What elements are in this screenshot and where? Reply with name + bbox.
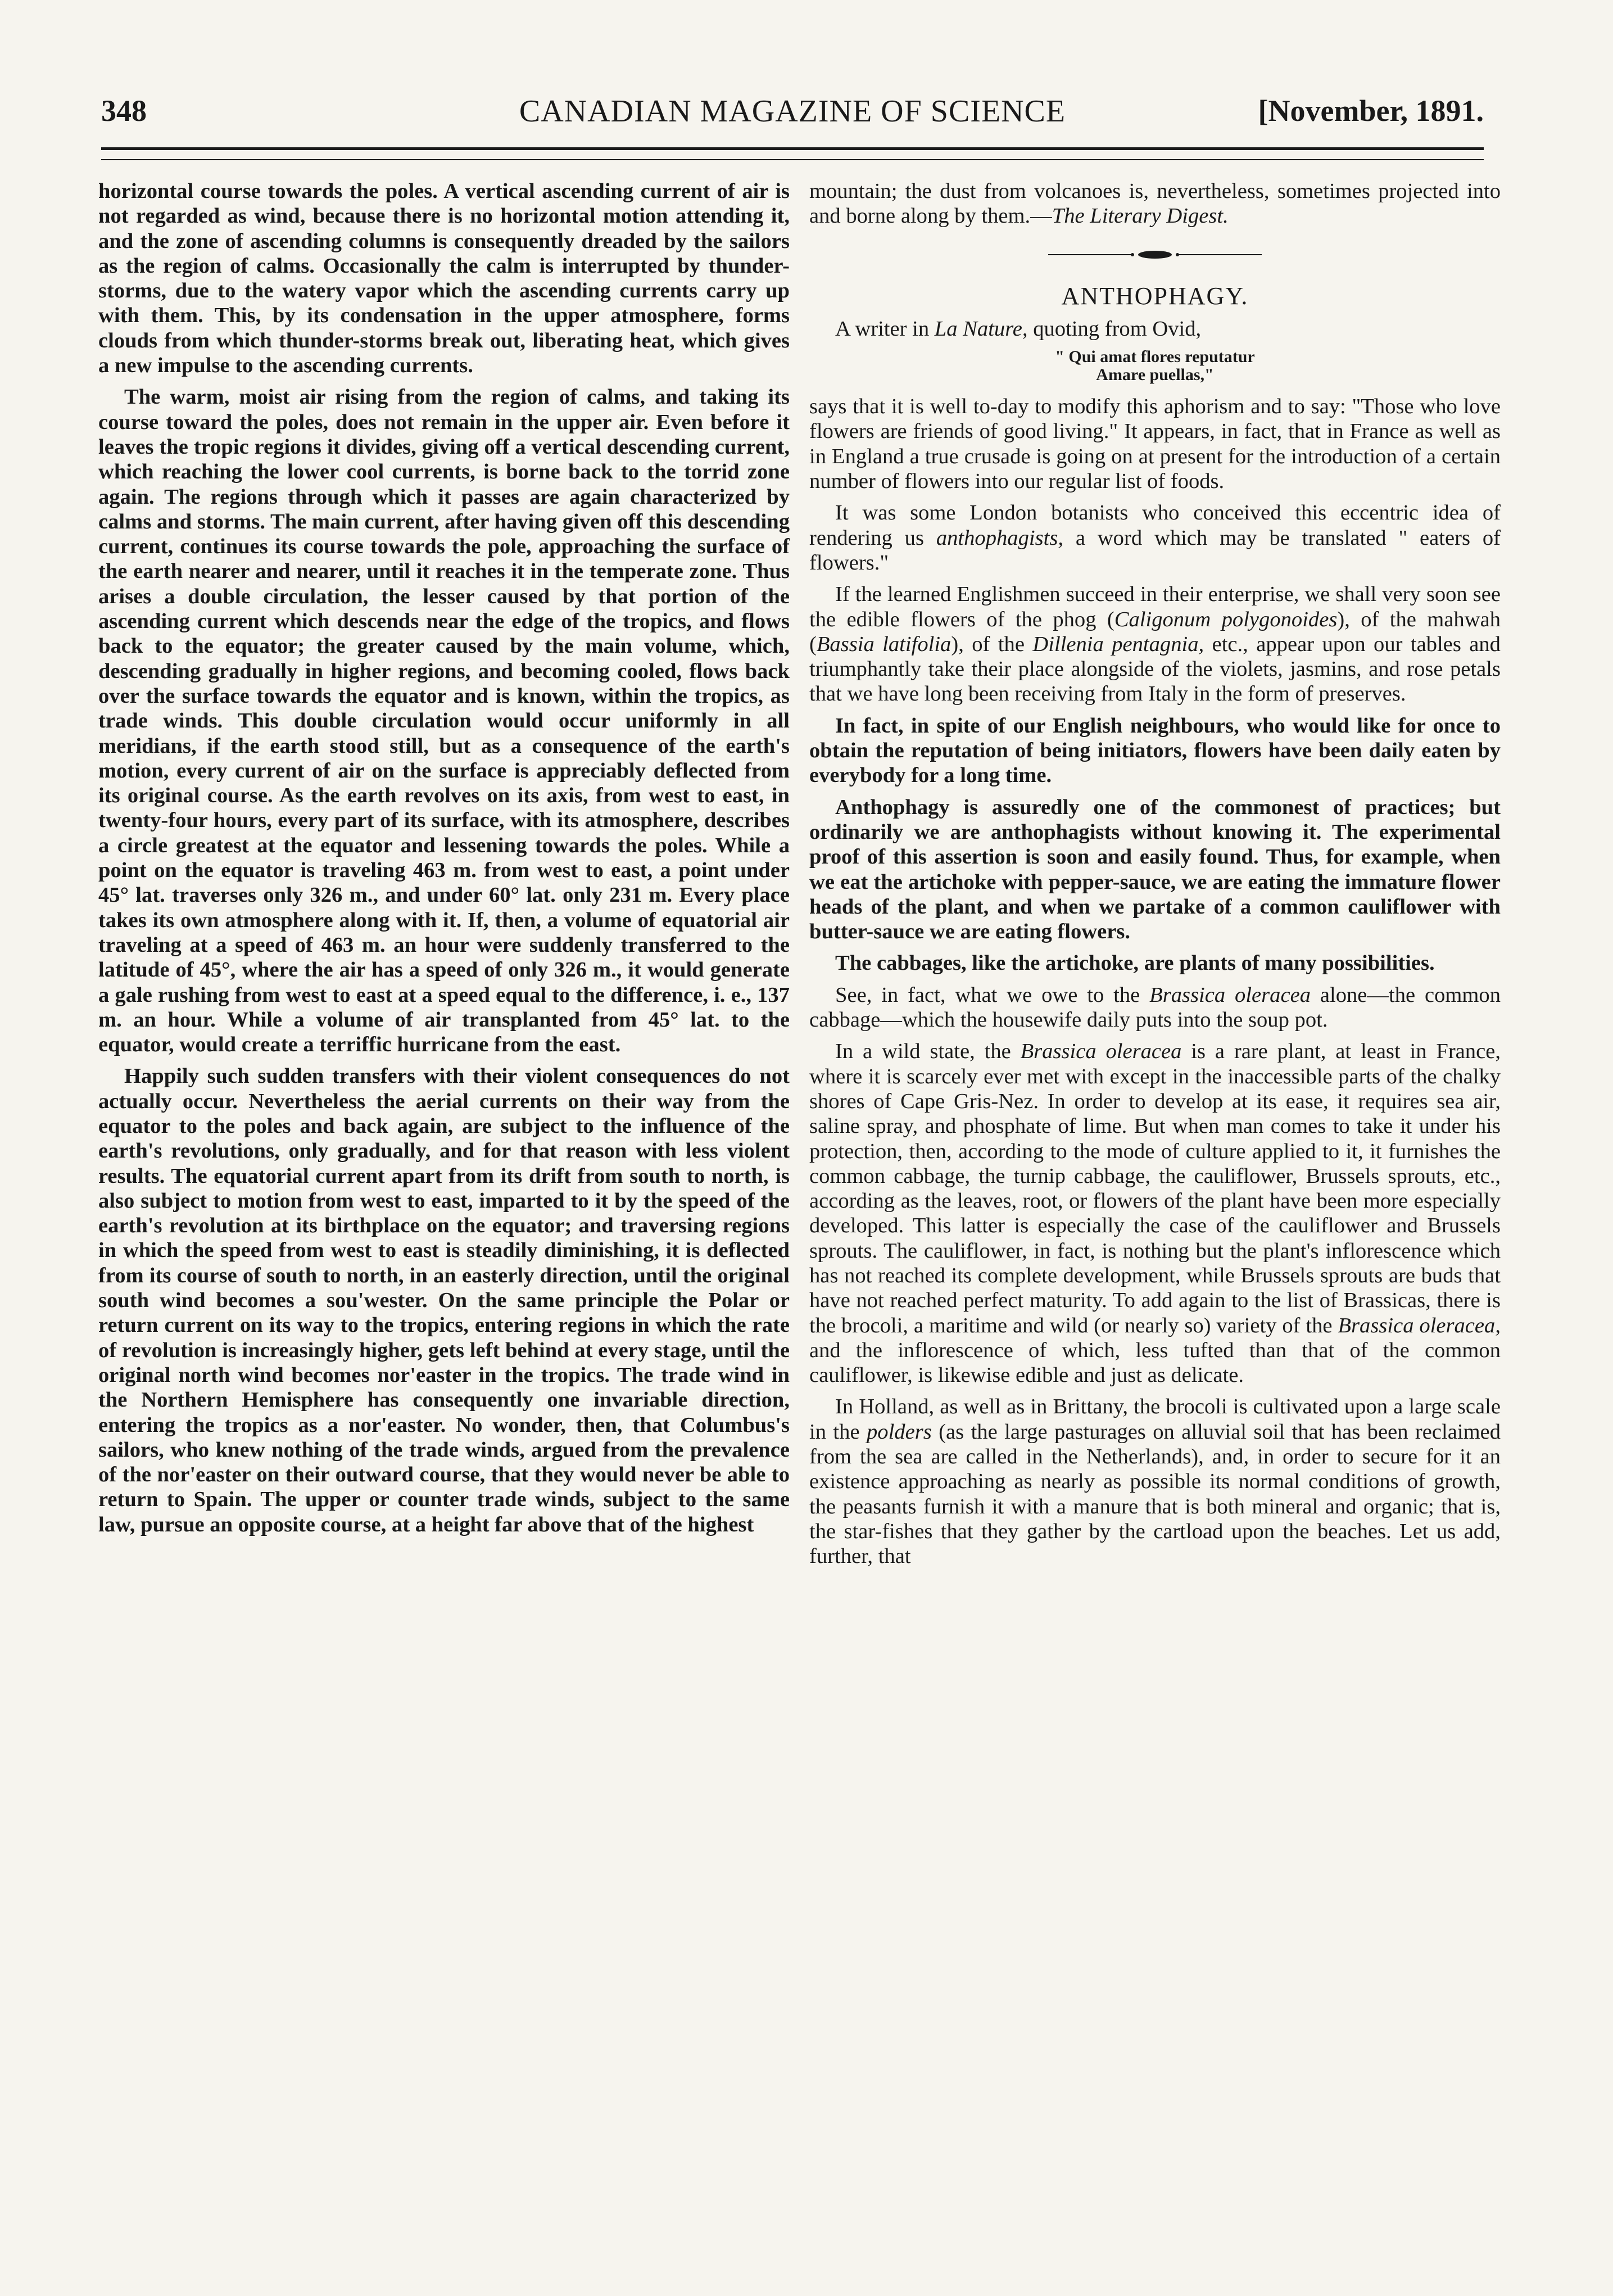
paragraph: The warm, moist air rising from the region of calms, and taking its course toward the poles, does not remain in the upper air. Even before it leaves the tropic regions it divides, giving off a vertical descending current, which reaching the lower cool currents, is borne back to the torrid zone again. The regions through which it passes are again characterized by calms and storms. The main current, after having given off this descending current, continues its course towards the pole, approaching the surface of the earth nearer and nearer, until it reaches it in the temperate zone. Thus arises a double circulation, the lesser caused by that portion of the ascending current which descends near the edge of the tropics, and flows back to the equator; the greater caused by the main volume, which, descending gradually in higher regions, and becoming cooled, flows back over the surface towards the equator and is known, within the tropics, as trade winds. This double circulation would occur uniformly in all meridians, if the earth stood still, but as a consequence of the earth's motion, every current of air on the surface is appreciably deflected from its original course. As the earth revolves on its axis, from west to east, in twenty-four hours, every part of its surface, with its atmosphere, describes a circle greatest at the equator and lessening towards the poles. While a point on the equator is traveling 463 m. from west to east, a point under 45° lat. traverses only 326 m., and under 60° lat. only 231 m. Every place takes its own atmosphere along with it. If, then, a volume of equatorial air traveling at a speed of 463 m. an hour were suddenly transferred to the latitude of 45°, where the air has a speed of only 326 m., it would generate a gale rushing from west to east at a speed equal to the difference, i. e., 137 m. an hour. While a volume of air transplanted from 45° lat. to the equator, would create a terriffic hurricane from the east.	[98, 385, 790, 1057]
epigraph-line: " Qui amat flores reputatur	[1055, 347, 1255, 367]
journal-title: CANADIAN MAGAZINE OF SCIENCE	[519, 94, 1066, 129]
page-number: 348	[101, 94, 147, 128]
italic-term: Caligonum polygonoides	[1114, 607, 1338, 631]
running-head	[101, 89, 1484, 128]
paragraph	[809, 317, 1501, 341]
paragraph	[809, 1039, 1501, 1387]
text-run: mountain; the dust from volcanoes is, nevertheless, sometimes projected into and borne along by them.—	[809, 179, 1501, 228]
text-run: In a wild state, the	[835, 1039, 1021, 1064]
section-title: ANTHOPHAGY.	[1061, 282, 1249, 310]
issue-date: [November, 1891.	[1258, 94, 1484, 128]
text-run: alone—the common cabbage—which the housewife daily puts into the soup pot.	[809, 983, 1501, 1032]
right-column	[809, 179, 1501, 2270]
italic-term: Brassica oleracea	[1149, 983, 1311, 1007]
paragraph	[809, 582, 1501, 706]
paragraph: Happily such sudden transfers with their violent consequences do not actually occur. Nevertheless the aerial currents on their way from the equator to the poles and back again, are subject to the influence of the earth's revolutions, only gradually, and for that reason with less violent results. The equatorial current apart from its drift from south to north, is also subject to motion from west to east, imparted to it by the speed of the earth's revolution at its birthplace on the equator; and traversing regions in which the speed from west to east is steadily diminishing, it is deflected from its course of south to north, in an easterly direction, until the original south wind becomes a sou'wester. On the same principle the Polar or return current on its way to the tropics, entering regions in which the rate of revolution is increasingly higher, gets left behind at every stage, until the original north wind becomes nor'easter in the tropics. The trade wind in the Northern Hemisphere has consequently one invariable direction, entering the tropics as a nor'easter. No wonder, then, that Columbus's sailors, who knew nothing of the trade winds, argued from the prevalence of the nor'easter on their outward course, that they would never be able to return to Spain. The upper or counter trade winds, subject to the same law, pursue an opposite course, at a height far above that of the highest	[98, 1064, 790, 1536]
text-run: A writer in	[835, 317, 935, 341]
paragraph: Anthophagy is assuredly one of the commonest of practices; but ordinarily we are anthophagists without knowing it. The experimental proof of this assertion is soon and easily found. Thus, for example, when we eat the artichoke with pepper-sauce, we are eating the immature flower heads of the plant, and when we partake of a common cauliflower with butter-sauce we are eating flowers.	[809, 795, 1501, 944]
text-run: ), of the mahwah (	[809, 607, 1501, 656]
italic-term: polders	[867, 1420, 932, 1444]
text-run: is a rare plant, at least in France, where it is scarcely ever met with except in the inaccessible parts of the chalky shores of Cape Gris-Nez. In order to develop at its ease, it requires sea air, saline spray, and phosphate of lime. But when man comes to take it under his protection, then, according to the mode of culture applied to it, it furnishes the common cabbage, the turnip cabbage, the cauliflower, Brussels sprouts, etc., according as the leaves, root, or flowers of the plant have been more especially developed. This latter is especially the case of the cauliflower and Brussels sprouts. The cauliflower, in fact, is nothing but the plant's inflorescence which has not reached its complete development, while Brussels sprouts are buds that have not reached perfect maturity. To add again to the list of Brassicas, there is the brocoli, a maritime and wild (or nearly so) variety of the	[809, 1039, 1501, 1337]
paragraph: says that it is well to-day to modify this aphorism and to say: "Those who love flowers are friends of good living." It appears, in fact, that in France as well as in England a true crusade is going on at present for the introduction of a certain number of flowers into our regular list of foods.	[809, 395, 1501, 494]
italic-term: Dillenia pentagnia,	[1032, 632, 1204, 656]
italic-term: anthophagists,	[936, 526, 1063, 550]
header-rule-thick	[101, 147, 1484, 150]
paragraph: The cabbages, like the artichoke, are plants of many possibilities.	[835, 951, 1435, 975]
paragraph	[809, 1394, 1501, 1569]
paragraph: horizontal course towards the poles. A vertical ascending current of air is not regarded as wind, because there is no horizontal motion attending it, and the zone of ascending columns is consequently dreaded by the sailors as the region of calms. Occasionally the calm is interrupted by thunder-storms, due to the watery vapor which the ascending currents carry up with them. This, by its condensation in the upper atmosphere, forms clouds from which thunder-storms break out, liberating heat, which gives a new impulse to the ascending currents.	[98, 179, 790, 378]
header-rule-thin	[101, 159, 1484, 160]
italic-term: La Nature,	[934, 317, 1028, 341]
text-run: etc., appear upon our tables and triumphantly take their place alongside of the violets, jasmins, and rose petals that we have long been receiving from Italy in the form of preserves.	[809, 632, 1501, 706]
paragraph	[809, 179, 1501, 229]
left-column	[98, 179, 790, 2270]
epigraph-line: Amare puellas,"	[1096, 365, 1214, 385]
italic-term: Brassica oleracea	[1020, 1039, 1182, 1064]
section-divider-ornament	[1048, 248, 1262, 261]
italic-term: Bassia latifolia	[816, 632, 952, 656]
text-run: a word which may be translated " eaters of flowers."	[809, 526, 1501, 575]
text-run: and the inflorescence of which, less tufted than that of the common cauliflower, is likewise edible and just as delicate.	[809, 1338, 1501, 1387]
text-run: See, in fact, what we owe to the	[835, 983, 1150, 1007]
paragraph	[809, 500, 1501, 575]
paragraph: In fact, in spite of our English neighbours, who would like for once to obtain the reputation of being initiators, flowers have been daily eaten by everybody for a long time.	[809, 713, 1501, 788]
text-run: If the learned Englishmen succeed in their enterprise, we shall very soon see the edible flowers of the phog (	[809, 582, 1501, 631]
paragraph	[809, 983, 1501, 1033]
italic-term: Brassica oleracea,	[1338, 1313, 1501, 1337]
text-run: quoting from Ovid,	[1027, 317, 1202, 341]
epigraph	[809, 348, 1501, 384]
text-run: It was some London botanists who conceived this eccentric idea of rendering us	[809, 501, 1501, 550]
text-run: ), of the	[951, 632, 1033, 656]
source-citation: The Literary Digest.	[1052, 204, 1229, 228]
text-run: In Holland, as well as in Brittany, the brocoli is cultivated upon a large scale in the	[809, 1395, 1501, 1444]
text-run: (as the large pasturages on alluvial soil that has been reclaimed from the sea are called in the Netherlands), and, in order to secure for it an existence approaching as nearly as possible its normal conditions of growth, the peasants furnish it with a manure that is both mineral and organic; that is, the star-fishes that they gather by the cartload upon the beaches. Let us add, further, that	[809, 1420, 1501, 1569]
